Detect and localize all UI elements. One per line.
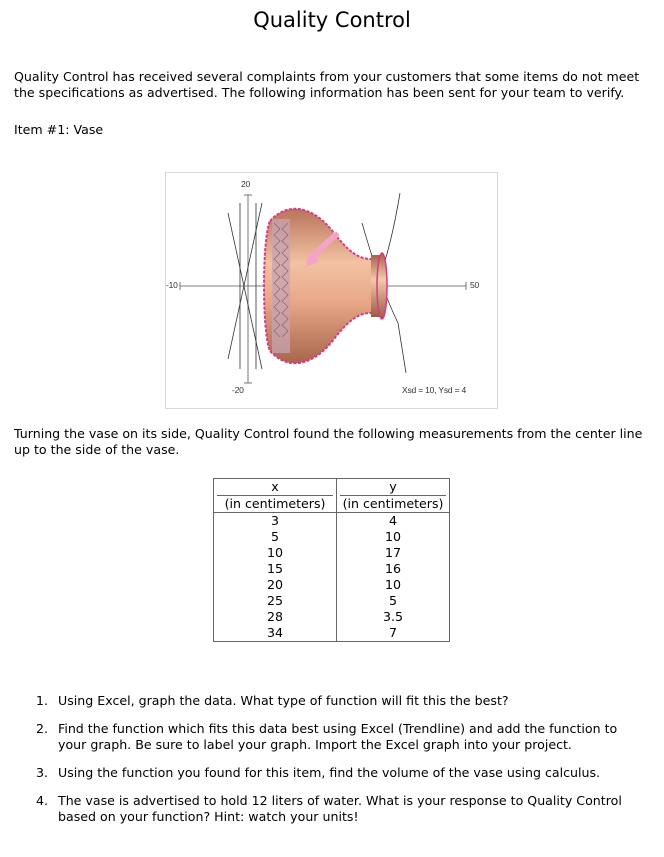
- table-row: 3 4: [214, 513, 450, 530]
- header-x: x (in centimeters): [214, 479, 337, 513]
- vase-lip: [377, 253, 387, 319]
- vase-pattern-band: [272, 219, 290, 353]
- intro-paragraph: Quality Control has received several complaints from your customers that some items do not meet the specifications as advertised. The following information has been sent for your team to verify.: [14, 69, 640, 100]
- vase-figure: [165, 172, 498, 409]
- question-item: 3. Using the function you found for this item, find the volume of the vase using calculus.: [36, 765, 601, 780]
- question-list: [14, 693, 644, 837]
- measurements-table: [213, 478, 450, 642]
- label-right: 50: [470, 280, 480, 290]
- turning-paragraph: Turning the vase on its side, Quality Control found the following measurements from the center line up to the side of the vase.: [14, 426, 643, 457]
- table-row: 34 7: [214, 625, 450, 642]
- page-title: Quality Control: [253, 8, 411, 32]
- table-row: 25 5: [214, 593, 450, 609]
- question-item: 4. The vase is advertised to hold 12 liters of water. What is your response to Quality Control based on your function? Hint: watch your units!: [36, 793, 622, 824]
- table-row: 15 16: [214, 561, 450, 577]
- vase-graph: [166, 173, 497, 408]
- table-row: 10 17: [214, 545, 450, 561]
- table-row: 20 10: [214, 577, 450, 593]
- header-y: y (in centimeters): [337, 479, 450, 513]
- label-top: 20: [241, 179, 251, 189]
- question-item: 1. Using Excel, graph the data. What type of function will fit this the best?: [36, 693, 509, 708]
- table-row: 28 3.5: [214, 609, 450, 625]
- item-heading: Item #1: Vase: [14, 122, 104, 137]
- table-row: 5 10: [214, 529, 450, 545]
- label-bottom: -20: [232, 385, 244, 395]
- question-item: 2. Find the function which fits this data best using Excel (Trendline) and add the function to your graph. Be sure to label your graph. Import the Excel graph into your project.: [36, 721, 618, 752]
- label-left: -10: [166, 280, 178, 290]
- label-scale: Xsd = 10, Ysd = 4: [402, 385, 467, 395]
